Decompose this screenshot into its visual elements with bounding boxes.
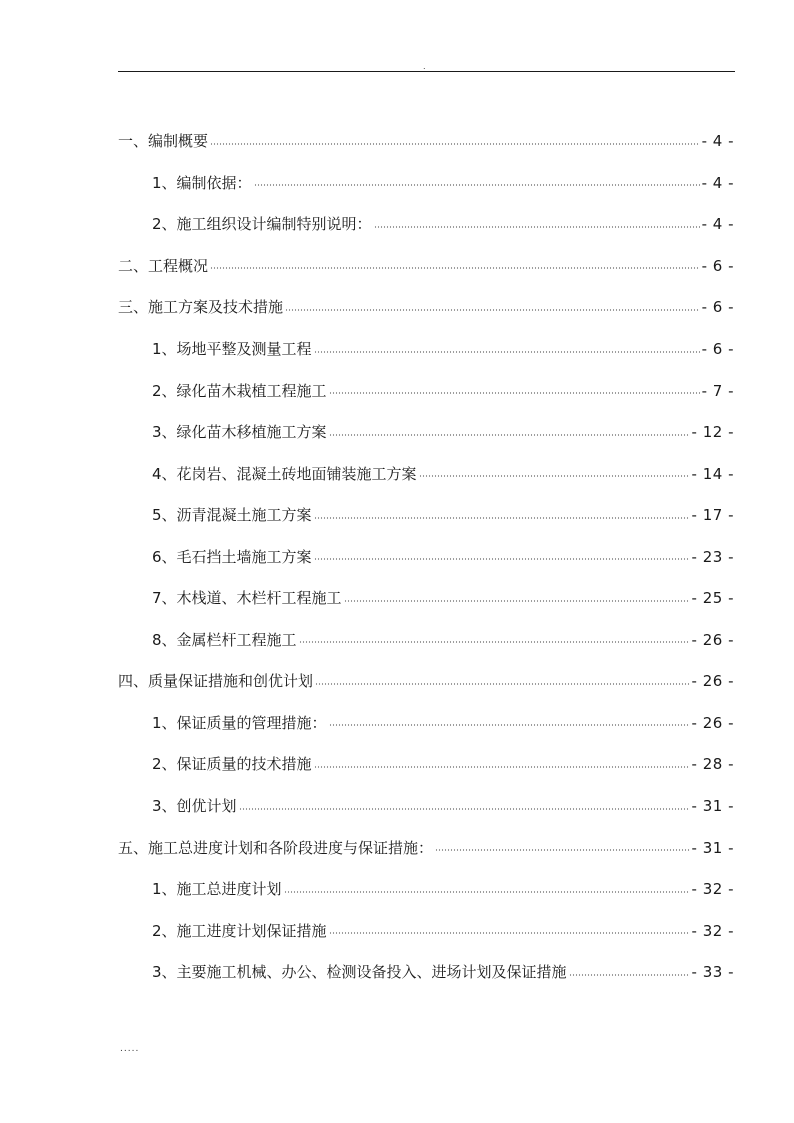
toc-dot-leader (419, 475, 690, 478)
toc-entry[interactable] (118, 536, 734, 578)
toc-entry[interactable] (118, 370, 734, 412)
toc-entry-title: 6、毛石挡土墙施工方案 (152, 547, 312, 566)
toc-entry-title: 四、质量保证措施和创优计划 (118, 672, 314, 691)
toc-entry[interactable] (118, 329, 734, 371)
toc-entry-title: 2、施工进度计划保证措施 (152, 921, 327, 940)
toc-dot-leader (210, 142, 700, 145)
toc-entry[interactable] (118, 661, 734, 703)
toc-dot-leader (344, 599, 690, 602)
toc-entry[interactable] (118, 495, 734, 537)
toc-dot-leader (239, 807, 690, 810)
toc-entry-title: 3、创优计划 (152, 797, 237, 816)
toc-entry-title: 8、金属栏杆工程施工 (152, 630, 297, 649)
toc-entry-title: 2、绿化苗木栽植工程施工 (152, 381, 327, 400)
toc-dot-leader (329, 433, 690, 436)
header-rule (118, 71, 735, 72)
toc-entry-title: 2、保证质量的技术措施 (152, 755, 312, 774)
toc-entry[interactable] (118, 910, 734, 952)
toc-dot-leader (569, 973, 690, 976)
toc-entry-page-number: - 31 - (691, 797, 734, 816)
toc-entry-page-number: - 32 - (691, 880, 734, 899)
toc-entry-page-number: - 26 - (691, 713, 734, 732)
toc-entry-title: 3、主要施工机械、办公、检测设备投入、进场计划及保证措施 (152, 963, 567, 982)
toc-entry-title: 1、保证质量的管理措施： (152, 713, 327, 732)
toc-entry[interactable] (118, 703, 734, 745)
toc-entry-title: 1、场地平整及测量工程 (152, 340, 312, 358)
toc-dot-leader (254, 184, 700, 187)
toc-entry-title: 5、沥青混凝土施工方案 (152, 506, 312, 525)
toc-dot-leader (315, 682, 690, 685)
toc-entry[interactable] (118, 827, 734, 869)
toc-entry-page-number: - 14 - (691, 464, 734, 483)
toc-dot-leader (314, 516, 690, 519)
toc-dot-leader (435, 849, 690, 852)
toc-entry-page-number: - 4 - (701, 173, 734, 192)
toc-dot-leader (314, 765, 690, 768)
toc-entry[interactable] (118, 620, 734, 662)
toc-entry-title: 三、施工方案及技术措施 (118, 298, 284, 317)
header-mark: . (423, 62, 426, 71)
toc-entry-page-number: - 28 - (691, 755, 734, 774)
toc-dot-leader (329, 724, 690, 727)
toc-entry-title: 2、施工组织设计编制特别说明： (152, 215, 372, 234)
toc-entry-page-number: - 17 - (691, 506, 734, 525)
toc-entry[interactable] (118, 952, 734, 994)
toc-entry[interactable] (118, 453, 734, 495)
toc-entry-title: 3、绿化苗木移植施工方案 (152, 423, 327, 442)
toc-entry-page-number: - 26 - (691, 672, 734, 691)
toc-entry-page-number: - 26 - (691, 630, 734, 649)
toc-entry[interactable] (118, 287, 734, 329)
table-of-contents (118, 121, 734, 993)
toc-entry-page-number: - 12 - (691, 423, 734, 442)
toc-dot-leader (284, 890, 690, 893)
toc-entry-title: 4、花岗岩、混凝土砖地面铺装施工方案 (152, 464, 417, 483)
toc-entry-page-number: - 33 - (691, 963, 734, 982)
toc-entry[interactable] (118, 744, 734, 786)
toc-entry-page-number: - 7 - (701, 381, 734, 400)
toc-dot-leader (374, 225, 700, 228)
toc-entry[interactable] (118, 412, 734, 454)
toc-entry-page-number: - 25 - (691, 589, 734, 608)
toc-dot-leader (285, 308, 700, 311)
toc-entry-page-number: - 4 - (701, 215, 734, 234)
toc-entry-title: 五、施工总进度计划和各阶段进度与保证措施： (118, 838, 434, 857)
toc-entry-page-number: - 6 - (701, 298, 734, 317)
toc-entry-page-number: - 6 - (701, 256, 734, 275)
footer-mark: ..... (120, 1044, 140, 1054)
toc-dot-leader (314, 558, 690, 561)
toc-entry[interactable] (118, 204, 734, 246)
toc-entry[interactable] (118, 246, 734, 288)
toc-dot-leader (314, 350, 700, 353)
toc-entry-title: 1、施工总进度计划 (152, 880, 282, 899)
toc-entry-title: 一、编制概要 (118, 132, 209, 151)
toc-entry-page-number: - 31 - (691, 838, 734, 857)
toc-entry-page-number: - 23 - (691, 547, 734, 566)
toc-dot-leader (299, 641, 690, 644)
toc-entry[interactable] (118, 163, 734, 205)
toc-entry-title: 1、编制依据： (152, 173, 252, 192)
toc-entry-page-number: - 6 - (701, 340, 734, 358)
toc-entry-title: 二、工程概况 (118, 256, 209, 275)
toc-entry-page-number: - 4 - (701, 132, 734, 151)
toc-entry[interactable] (118, 786, 734, 828)
toc-entry[interactable] (118, 121, 734, 163)
toc-entry[interactable] (118, 869, 734, 911)
toc-dot-leader (329, 392, 700, 395)
toc-dot-leader (210, 267, 700, 270)
toc-entry[interactable] (118, 578, 734, 620)
toc-entry-page-number: - 32 - (691, 921, 734, 940)
toc-dot-leader (329, 932, 690, 935)
toc-entry-title: 7、木栈道、木栏杆工程施工 (152, 589, 342, 608)
